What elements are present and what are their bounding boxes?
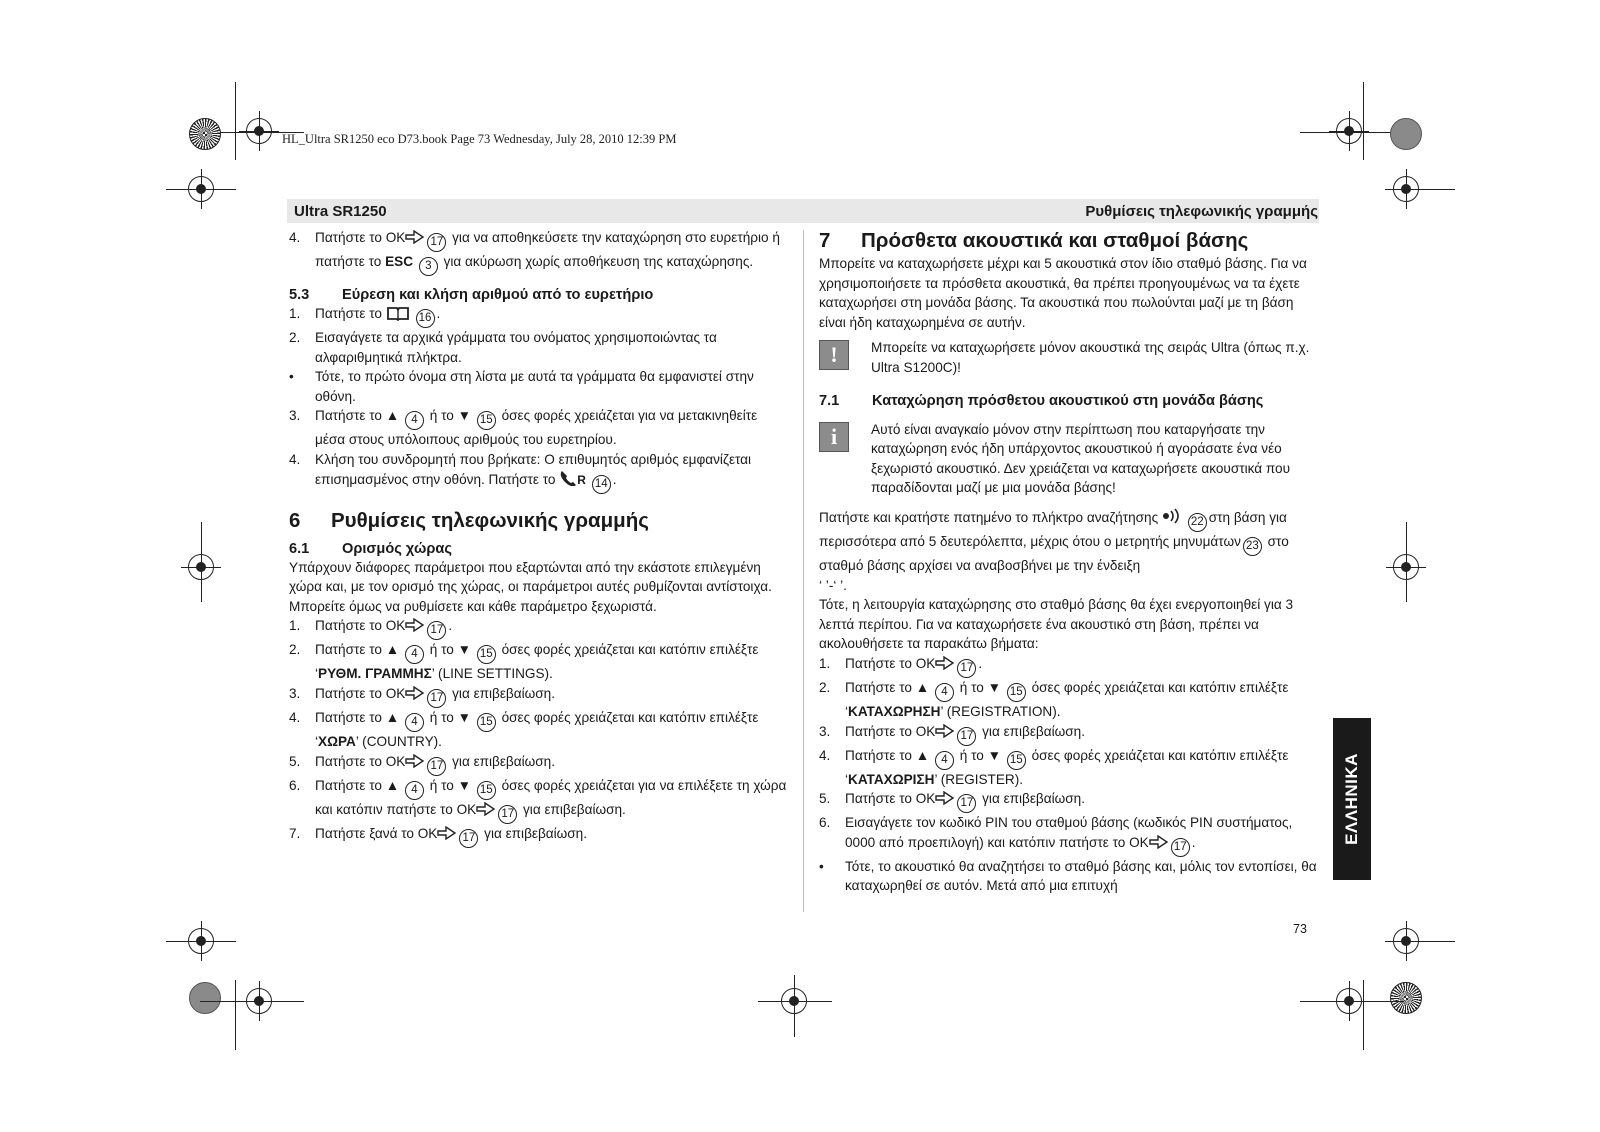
section-paragraph: Υπάρχουν διάφορες παράμετροι που εξαρτώνται από την εκάστοτε επιλεγμένη χώρα και, με τον ορισμό της χώρας, οι παράμετροι αυτές ρυθμίζονται αντίστοιχα. Μπορείτε όμως να ρυθμίσετε και κάθε παράμετρο ξεχωριστά. <box>289 559 772 614</box>
key-number-circle: 4 <box>405 713 424 732</box>
key-number-circle: 4 <box>935 751 954 770</box>
ok-arrow-icon <box>1149 835 1169 849</box>
list-item: 2. Πατήστε το ▲ 4 ή το ▼ 15 όσες φορές χρειάζεται και κατόπιν επιλέξτε ‘ΚΑΤΑΧΩΡΗΣΗ’ (REGISTRATION). <box>819 679 1289 719</box>
ok-arrow-icon <box>935 791 955 805</box>
key-number-circle: 4 <box>405 645 424 664</box>
header-product-name: Ultra SR1250 <box>294 203 387 220</box>
ok-key-label: OK <box>915 655 936 671</box>
ok-key-label: OK <box>915 791 936 807</box>
section-heading-6-1: 6.1 Ορισμός χώρας <box>289 540 452 557</box>
list-item: • Τότε, το ακουστικό θα αναζητήσει το σταθμό βάσης και, μόλις τον εντοπίσει, θα καταχωρηθεί σε αυτόν. Μετά από μια επιτυχή <box>819 858 1317 894</box>
key-number-circle: 17 <box>427 233 446 252</box>
key-number-circle: 17 <box>459 829 478 848</box>
key-number-circle: 17 <box>427 621 446 640</box>
list-item: 5. Πατήστε το OK 17 για επιβεβαίωση. <box>819 789 1319 813</box>
header-section-title: Ρυθμίσεις τηλεφωνικής γραμμής <box>1085 203 1318 220</box>
list-item: 2. Εισαγάγετε τα αρχικά γράμματα του ονόματος χρησιμοποιώντας τα αλφαριθμητικά πλήκτρα. <box>289 330 717 365</box>
list-item: 2. Πατήστε το ▲ 4 ή το ▼ 15 όσες φορές χρειάζεται και κατόπιν επιλέξτε ‘ΡΥΘΜ. ΓΡΑΜΜΗΣ’ (LINE SETTINGS). <box>289 642 759 682</box>
list-item: 3. Πατήστε το OK 17 για επιβεβαίωση. <box>819 722 1319 746</box>
phone-handset-icon <box>559 470 577 486</box>
key-number-circle: 23 <box>1243 537 1262 556</box>
key-number-circle: 4 <box>405 781 424 800</box>
key-number-circle: 3 <box>419 257 438 276</box>
key-number-circle: 17 <box>957 794 976 813</box>
info-icon: i <box>819 422 849 452</box>
key-number-circle: 17 <box>427 757 446 776</box>
key-number-circle: 17 <box>498 805 517 824</box>
key-number-circle: 17 <box>1171 838 1190 857</box>
ok-key-label: OK <box>385 618 406 634</box>
list-item: 3. Πατήστε το OK 17 για επιβεβαίωση. <box>289 684 787 708</box>
section-heading-7-1: 7.1 Καταχώρηση πρόσθετου ακουστικού στη μονάδα βάσης <box>819 392 1264 409</box>
ok-key-label: OK <box>456 801 477 817</box>
warning-note: ! Μπορείτε να καταχωρήσετε μόνον ακουστικά της σειράς Ultra (όπως π.χ. Ultra S1200C)! <box>819 338 1319 377</box>
list-item: 1. Πατήστε το 16 . <box>289 304 787 328</box>
key-number-circle: 15 <box>477 411 496 430</box>
warning-icon: ! <box>819 340 849 370</box>
ok-arrow-icon <box>935 724 955 738</box>
ok-key-label: OK <box>915 723 936 739</box>
ok-key-label: OK <box>385 685 406 701</box>
list-item: 4. Πατήστε το OK 17 για να αποθηκεύσετε την καταχώρηση στο ευρετήριο ή πατήστε το ESC 3 για ακύρωση χωρίς αποθήκευση της καταχώρησης. <box>289 228 787 276</box>
phonebook-icon <box>386 306 410 321</box>
list-item: 3. Πατήστε το ▲ 4 ή το ▼ 15 όσες φορές χρειάζεται για να μετακινηθείτε μέσα στους υπόλοιπους αριθμούς του ευρετηρίου. <box>289 408 758 448</box>
key-number-circle: 15 <box>1007 683 1026 702</box>
section-paragraph: Τότε, η λειτουργία καταχώρησης στο σταθμό βάσης θα έχει ενεργοποιηθεί για 3 λεπτά περίπου. Για να καταχωρήσετε ένα ακουστικό στη βάση, πρέπει να ακολουθήσετε τα παρακάτω βήματα: <box>819 597 1294 652</box>
section-paragraph: Μπορείτε να καταχωρήσετε μέχρι και 5 ακουστικά στον ίδιο σταθμό βάσης. Για να χρησιμοποιήσετε τα πρόσθετα ακουστικά, θα πρέπει προηγουμένως να τα έχετε καταχωρήσει στη μονάδα βάσης. Τα ακουστικά που πωλούνται μαζί με τη βάση είναι ήδη καταχωρημένα σε αυτήν. <box>819 256 1307 330</box>
list-item: 5. Πατήστε το OK 17 για επιβεβαίωση. <box>289 752 787 776</box>
ok-key-label: OK <box>417 825 438 841</box>
list-item: 4. Πατήστε το ▲ 4 ή το ▼ 15 όσες φορές χρειάζεται και κατόπιν επιλέξτε ‘ΧΩΡΑ’ (COUNTRY). <box>289 709 759 749</box>
blinking-indicator-text: ‘ ’-‘ ’. <box>819 577 847 593</box>
key-number-circle: 4 <box>405 411 424 430</box>
info-note: i Αυτό είναι αναγκαίο μόνον στην περίπτωση που καταργήσατε την καταχώρηση ενός ήδη υπάρχοντος ακουστικού ή αγοράσατε ένα νέο ξεχωριστό ακουστικό. Δεν χρειάζεται να καταχωρήσετε ακουστικά που παραδίδονται μαζί με μια μονάδα βάσης! <box>819 420 1319 498</box>
ok-arrow-icon <box>405 618 425 632</box>
list-item: 1. Πατήστε το OK 17 . <box>289 616 787 640</box>
ok-arrow-icon <box>405 754 425 768</box>
key-number-circle: 22 <box>1188 513 1207 532</box>
registration-sunburst <box>1390 982 1422 1014</box>
list-item: 4. Κλήση του συνδρομητή που βρήκατε: Ο επιθυμητός αριθμός εμφανίζεται επισημασμένος στην οθόνη. Πατήστε το R 14 . <box>289 450 787 494</box>
list-item: • Τότε, το πρώτο όνομα στη λίστα με αυτά τα γράμματα θα εμφανιστεί στην οθόνη. <box>289 369 754 404</box>
list-item: 1. Πατήστε το OK 17 . <box>819 654 1319 678</box>
list-item: 4. Πατήστε το ▲ 4 ή το ▼ 15 όσες φορές χρειάζεται και κατόπιν επιλέξτε ‘ΚΑΤΑΧΩΡΙΣΗ’ (REGISTER). <box>819 747 1289 787</box>
ok-arrow-icon <box>935 656 955 670</box>
section-paragraph: Πατήστε και κρατήστε πατημένο το πλήκτρο αναζήτησης 22 στη βάση για περισσότερα από 5 δευτερόλεπτα, μέχρις ότου ο μετρητής μηνυμάτων 23 στο σταθμό βάσης αρχίσει να αναβοσβήνει με την ένδειξη ‘ ’-‘ ’. <box>819 509 1289 593</box>
section-heading-5-3: 5.3 Εύρεση και κλήση αριθμού από το ευρετήριο <box>289 287 654 303</box>
section-heading-7: 7 Πρόσθετα ακουστικά και σταθμοί βάσης <box>819 229 1249 252</box>
ok-arrow-icon <box>405 686 425 700</box>
r-key-label: R <box>577 472 586 487</box>
key-number-circle: 15 <box>477 645 496 664</box>
ok-key-label: OK <box>385 753 406 769</box>
left-column <box>289 228 787 848</box>
list-item: 6. Πατήστε το ▲ 4 ή το ▼ 15 όσες φορές χρειάζεται για να επιλέξετε τη χώρα και κατόπιν πατήστε το OK 17 για επιβεβαίωση. <box>289 776 787 824</box>
ok-arrow-icon <box>476 802 496 816</box>
key-number-circle: 17 <box>427 689 446 708</box>
key-number-circle: 15 <box>477 781 496 800</box>
registration-sunburst <box>189 118 221 150</box>
right-column <box>819 228 1319 896</box>
esc-key-label: ESC <box>385 254 414 269</box>
registration-gray-disc <box>1390 118 1422 150</box>
key-number-circle: 16 <box>416 309 435 328</box>
paging-signal-icon <box>1162 508 1182 524</box>
key-number-circle: 4 <box>935 683 954 702</box>
key-number-circle: 15 <box>477 713 496 732</box>
registration-gray-disc <box>189 982 221 1014</box>
column-divider <box>803 230 804 912</box>
ok-arrow-icon <box>437 826 457 840</box>
file-info: HL_Ultra SR1250 eco D73.book Page 73 Wednesday, July 28, 2010 12:39 PM <box>282 132 677 146</box>
list-item: 6. Εισαγάγετε τον κωδικό PIN του σταθμού βάσης (κωδικός PIN συστήματος, 0000 από προεπιλογή) και κατόπιν πατήστε το OK 17 . <box>819 813 1319 857</box>
key-number-circle: 14 <box>592 475 611 494</box>
key-number-circle: 15 <box>1007 751 1026 770</box>
ok-key-label: OK <box>1129 834 1149 850</box>
ok-arrow-icon <box>405 230 425 244</box>
ok-key-label: OK <box>385 230 406 245</box>
section-heading-6: 6 Ρυθμίσεις τηλεφωνικής γραμμής <box>289 508 649 532</box>
key-number-circle: 17 <box>957 727 976 746</box>
language-tab: ΕΛΛΗΝΙΚΑ <box>1333 718 1371 880</box>
page-number: 73 <box>1293 922 1307 936</box>
key-number-circle: 17 <box>957 659 976 678</box>
list-item: 7. Πατήστε ξανά το OK 17 για επιβεβαίωση. <box>289 824 787 848</box>
